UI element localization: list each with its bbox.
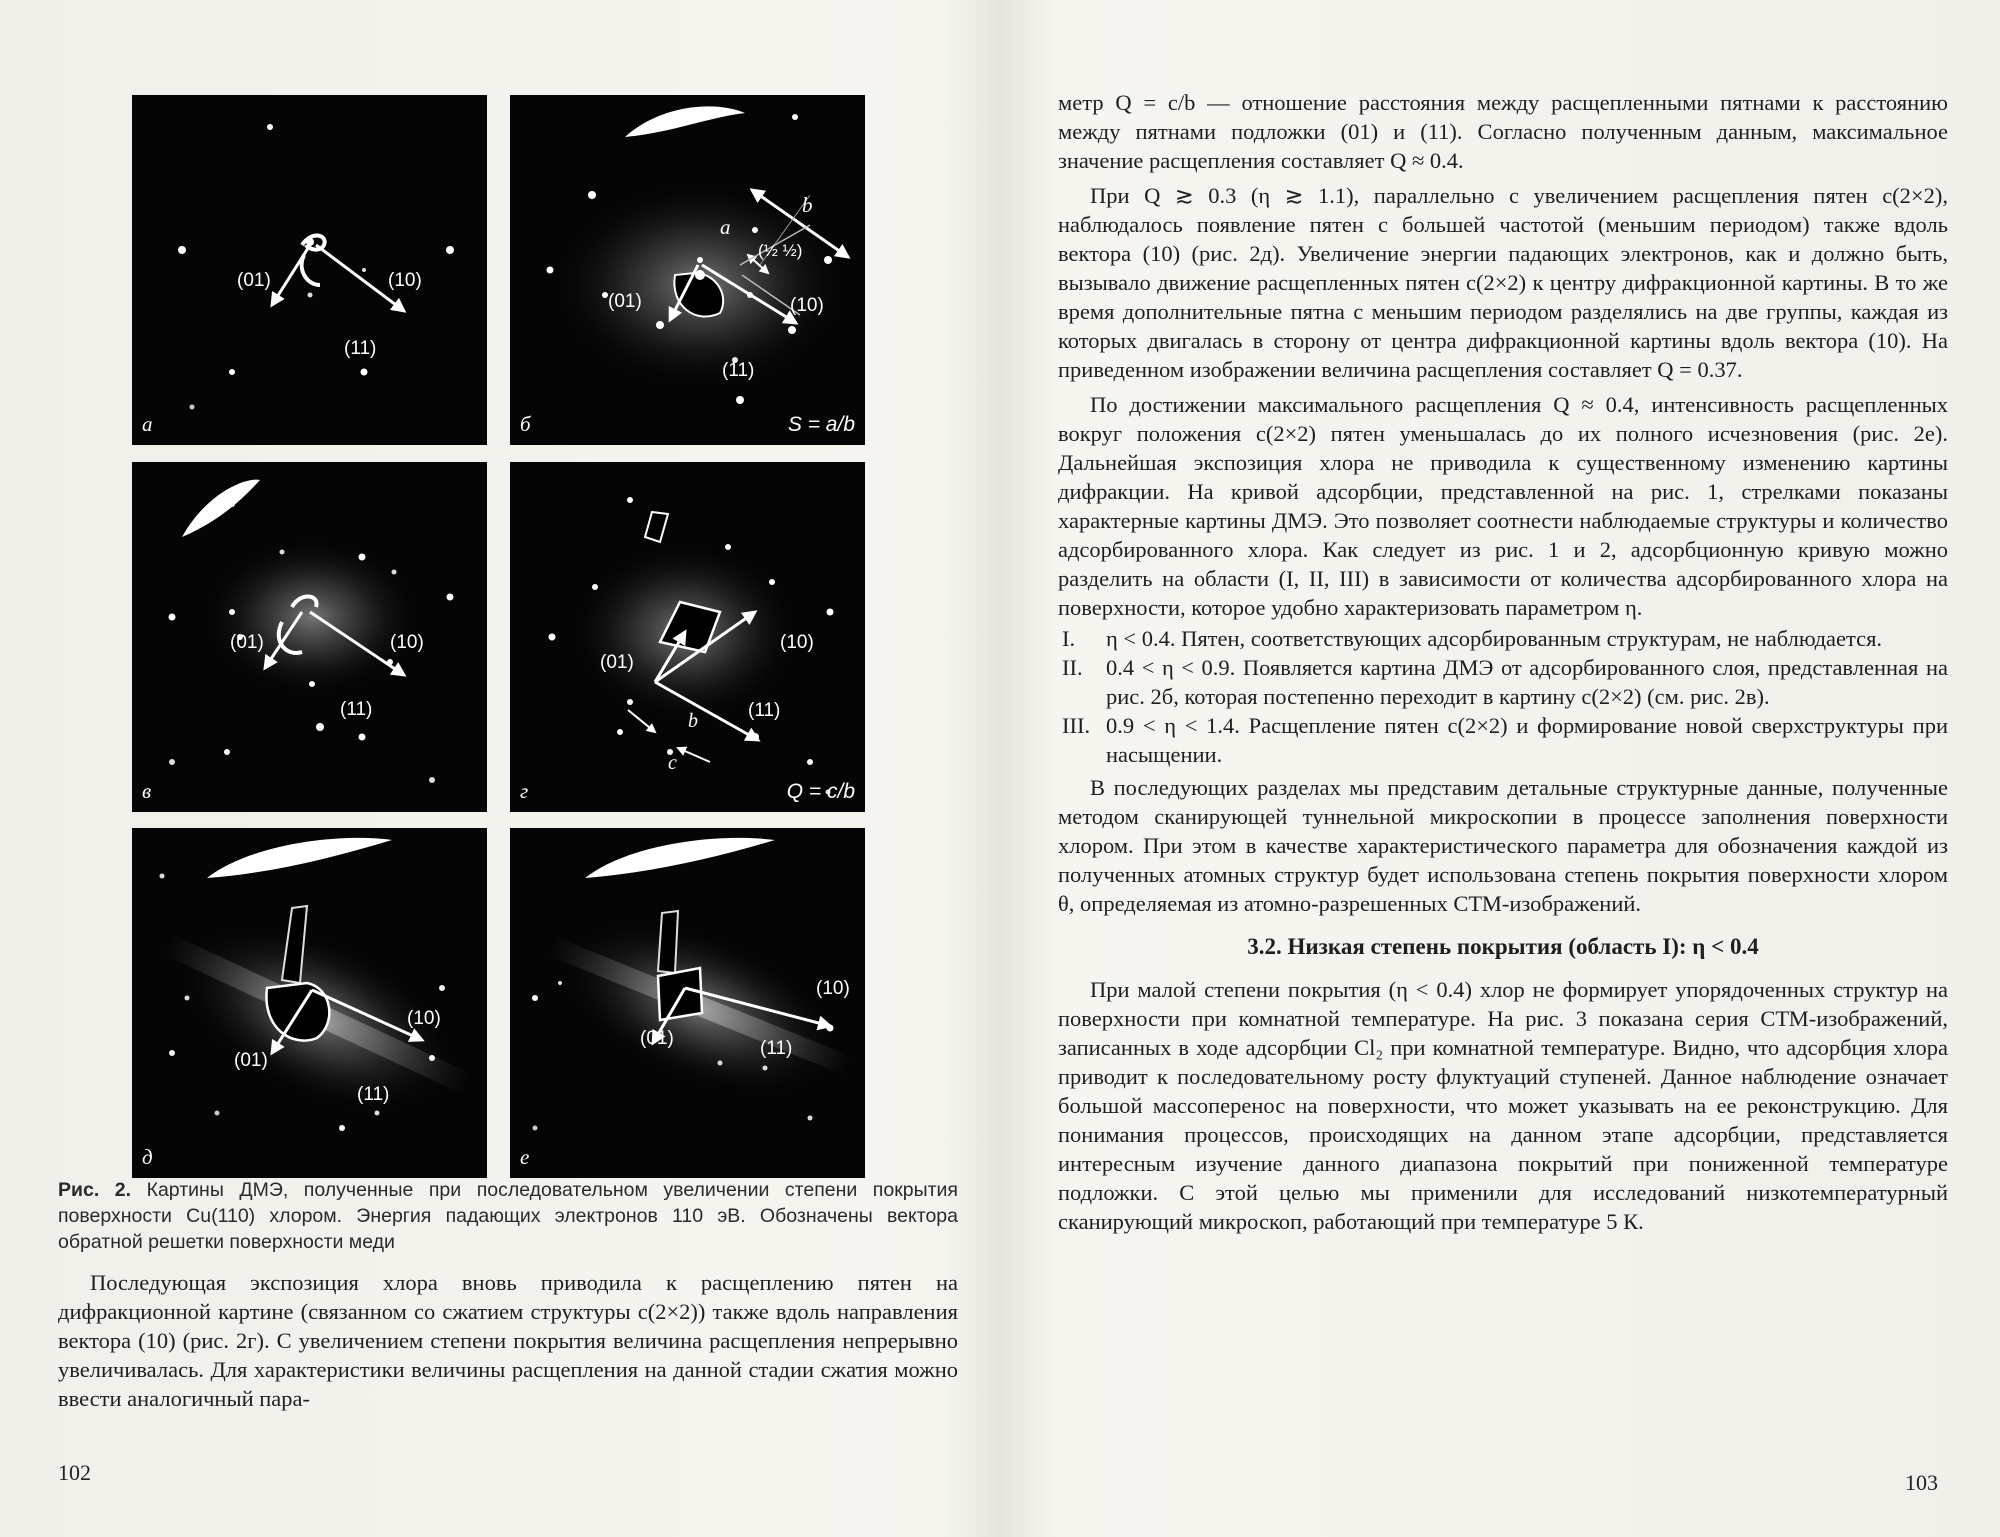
caption-text: Картины ДМЭ, полученные при последовательном увеличении степени покрытия поверхности Cu(110) хлором. Энергия падающих электронов 110 эВ. Обозначены вектора обратной решетки поверхности меди	[58, 1179, 958, 1253]
leed-panel-a	[132, 95, 487, 445]
list-text: 0.9 < η < 1.4. Расщепление пятен c(2×2) и формирование новой сверхструктуры при насыщении.	[1106, 713, 1948, 767]
label-11: (11)	[760, 1038, 793, 1059]
paragraph: При малой степени покрытия (η < 0.4) хлор не формирует упорядоченных структур на поверхности при комнатной температуре. На рис. 3 показана серия СТМ-изображений, записанных в ходе адсорбции Cl₂ при комнатной температуре. Видно, что адсорбция хлора приводит к последовательному росту флуктуаций ступеней. Данное наблюдение означает большой массоперенос на поверхности, что может указывать на ее реконструкцию. Для понимания процессов, происходящих на данном этапе адсорбции, представляется интересным изучение данного диапазона покрытий при пониженной температуре подложки. С этой целью мы применили для исследований низкотемпературный сканирующий микроскоп, работающий при температуре 5 К.	[1058, 977, 1948, 1234]
label-11: (11)	[748, 700, 781, 721]
label-11: (11)	[340, 699, 373, 720]
label-a: a	[720, 215, 731, 239]
leed-pattern-e	[510, 828, 865, 1178]
page-number: 102	[58, 1460, 91, 1485]
paragraph: При Q ≳ 0.3 (η ≳ 1.1), параллельно с увеличением расщепления пятен c(2×2), наблюдалось появление пятен с большей частотой (меньшим периодом) также вдоль вектора (10) (рис. 2д). Увеличение энергии падающих электронов, как и должно быть, вызывало движение расщепленных пятен c(2×2) к центру дифракционной картины. В то же время дополнительные пятна с меньшим периодом разделялись на две группы, каждая из которых двигалась в сторону от центра дифракционной картины вдоль вектора (10). На приведенном изображении величина расщепления составляет Q = 0.37.	[1058, 183, 1948, 382]
page-number: 103	[1905, 1470, 1938, 1495]
leed-panel-d	[132, 828, 487, 1178]
panel-letter: г	[520, 779, 529, 803]
label-10: (10)	[780, 632, 814, 653]
label-10: (10)	[790, 295, 824, 316]
label-10: (10)	[816, 978, 850, 999]
panel-letter: в	[142, 779, 152, 803]
paragraph: Последующая экспозиция хлора вновь приводила к расщеплению пятен на дифракционной картине (связанном со сжатием структуры c(2×2)) также вдоль направления вектора (10) (рис. 2г). С увеличением степени покрытия величина расщепления непрерывно увеличивалась. Для характеристики величины расщепления на данной стадии сжатия можно ввести аналогичный пара-	[58, 1270, 958, 1411]
list-item	[1058, 711, 1948, 769]
panel-letter: е	[520, 1145, 530, 1169]
panel-letter: б	[520, 412, 531, 436]
list-item	[1058, 653, 1948, 711]
caption-label: Рис. 2.	[58, 1179, 132, 1201]
paragraph: метр Q = c/b — отношение расстояния между расщепленными пятнами к расстоянию между пятнами подложки (01) и (11). Согласно полученным данным, максимальное значение расщепления составляет Q ≈ 0.4.	[1058, 90, 1948, 173]
leed-panel-b	[510, 95, 865, 445]
right-page	[1000, 0, 2000, 1537]
label-01: (01)	[234, 1050, 268, 1071]
panel-letter: а	[142, 412, 153, 436]
leed-pattern-a	[132, 95, 487, 445]
list-marker: III.	[1062, 713, 1091, 738]
leed-panel-e	[510, 828, 865, 1178]
left-body-text	[58, 1268, 958, 1413]
label-10: (10)	[390, 632, 424, 653]
list-text: η < 0.4. Пятен, соответствующих адсорбированным структурам, не наблюдается.	[1106, 626, 1883, 651]
panel-letter: д	[142, 1145, 153, 1169]
label-01: (01)	[230, 632, 264, 653]
label-11: (11)	[357, 1084, 390, 1105]
leed-panel-v	[132, 462, 487, 812]
label-11: (11)	[344, 338, 377, 359]
label-10: (10)	[388, 270, 422, 291]
label-b: b	[688, 710, 698, 732]
leed-pattern-v	[132, 462, 487, 812]
figure-caption	[58, 1177, 958, 1255]
label-01: (01)	[237, 270, 271, 291]
label-half-half: (½ ½)	[758, 241, 803, 260]
list-item	[1058, 624, 1948, 653]
leed-pattern-b	[510, 95, 865, 445]
paragraph: В последующих разделах мы представим детальные структурные данные, полученные методом сканирующей туннельной микроскопии в процессе заполнения поверхности хлором. При этом в качестве характеристического параметра для обозначения каждой из полученных атомных структур будет использована степень покрытия поверхности хлором θ, определяемая из атомно-разрешенных СТМ-изображений.	[1058, 775, 1948, 916]
label-01: (01)	[608, 291, 642, 312]
panel-note: S = a/b	[787, 413, 855, 436]
leed-panel-g	[510, 462, 865, 812]
label-01: (01)	[600, 652, 634, 673]
label-b: b	[802, 193, 813, 217]
panel-note: Q = c/b	[786, 780, 855, 803]
section-title: 3.2. Низкая степень покрытия (область I): η < 0.4	[1247, 934, 1759, 959]
label-11: (11)	[722, 360, 755, 381]
list-text: 0.4 < η < 0.9. Появляется картина ДМЭ от адсорбированного слоя, представленная на рис. 2б, которая постепенно переходит в картину c(2×2) (см. рис. 2в).	[1106, 655, 1948, 709]
right-body-text	[1058, 88, 1948, 1236]
label-01: (01)	[640, 1028, 674, 1049]
label-10: (10)	[407, 1008, 441, 1029]
list-marker: I.	[1062, 626, 1076, 651]
paragraph: По достижении максимального расщепления Q ≈ 0.4, интенсивность расщепленных вокруг положения c(2×2) пятен уменьшалась до их полного исчезновения (рис. 2е). Дальнейшая экспозиция хлора не приводила к существенному изменению картины дифракции. На кривой адсорбции, представленной на рис. 1, стрелками показаны характерные картины ДМЭ. Это позволяет соотнести наблюдаемые структуры и количество адсорбированного хлора. Как следует из рис. 1 и 2, адсорбционную кривую можно разделить на области (I, II, III) в зависимости от количества адсорбированного хлора на поверхности, которое удобно характеризовать параметром η.	[1058, 392, 1948, 620]
leed-pattern-d	[132, 828, 487, 1178]
label-c: c	[668, 752, 677, 774]
list-marker: II.	[1062, 655, 1083, 680]
